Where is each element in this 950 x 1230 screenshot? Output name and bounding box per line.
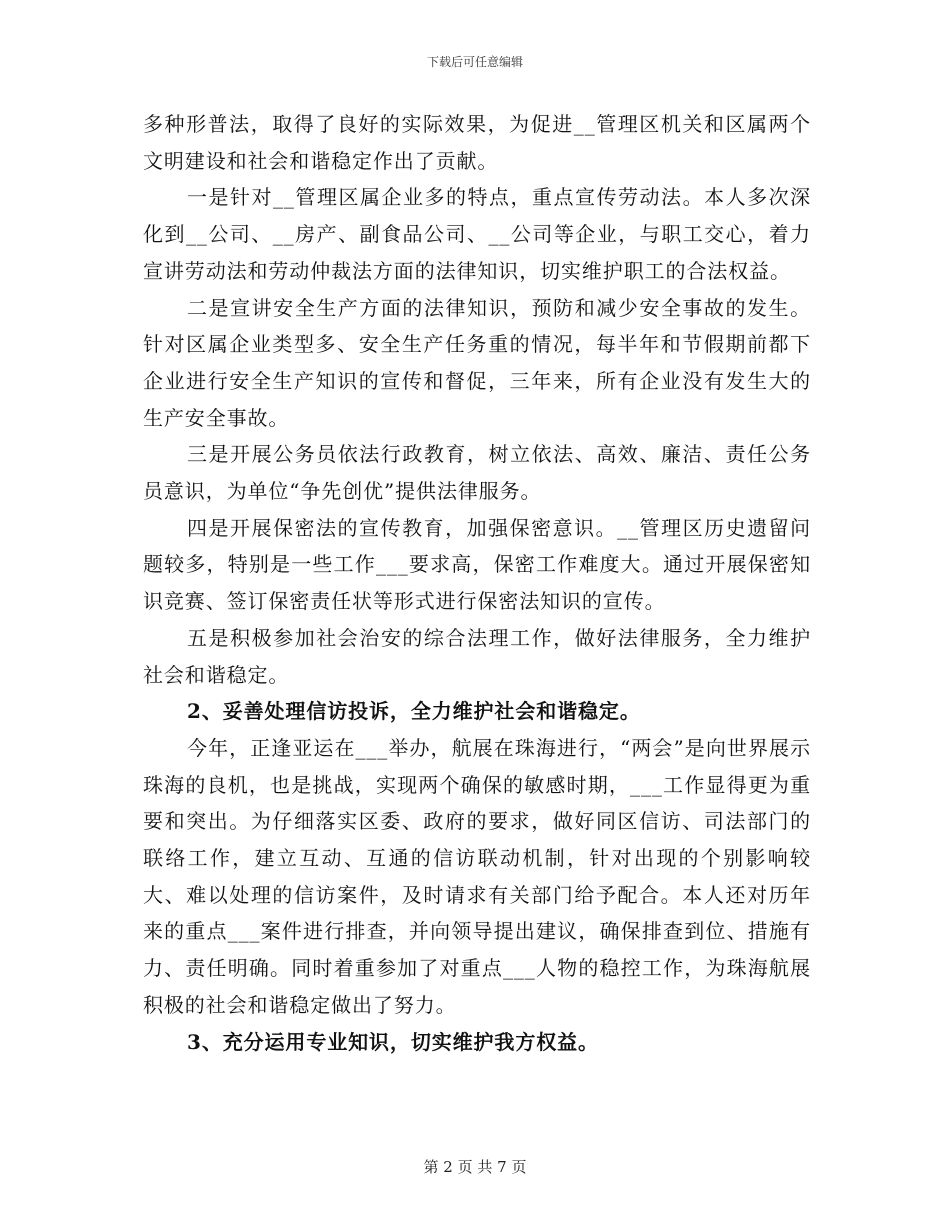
document-body — [143, 106, 811, 1060]
paragraph-section-2-body: 今年，正逢亚运在___举办，航展在珠海进行，“两会”是向世界展示珠海的良机，也是挑战，实现两个确保的敏感时期，___工作显得更为重要和突出。为仔细落实区委、政府的要求，做好同区信访、司法部门的联络工作，建立互动、互通的信访联动机制，针对出现的个别影响较大、难以处理的信访案件，及时请求有关部门给予配合。本人还对历年来的重点___案件进行排查，并向领导提出建议，确保排查到位、措施有力、责任明确。同时着重参加了对重点___人物的稳控工作，为珠海航展积极的社会和谐稳定做出了努力。 — [143, 735, 811, 1017]
paragraph-continuation: 多种形普法，取得了良好的实际效果，为促进__管理区机关和区属两个文明建设和社会和谐稳定作出了贡献。 — [143, 112, 811, 173]
paragraph-item-1: 一是针对__管理区属企业多的特点，重点宣传劳动法。本人多次深化到__公司、__房产、副食品公司、__公司等企业，与职工交心，着力宣讲劳动法和劳动仲裁法方面的法律知识，切实维护职工的合法权益。 — [143, 185, 811, 283]
paragraph-item-2: 二是宣讲安全生产方面的法律知识，预防和减少安全事故的发生。针对区属企业类型多、安全生产任务重的情况，每半年和节假期前都下企业进行安全生产知识的宣传和督促，三年来，所有企业没有发生大的生产安全事故。 — [143, 295, 811, 430]
page-number: 第 2 页 共 7 页 — [423, 1158, 527, 1176]
paragraph-item-5: 五是积极参加社会治安的综合法理工作，做好法律服务，全力维护社会和谐稳定。 — [143, 625, 811, 687]
page-header: 下载后可任意编辑 — [426, 55, 523, 69]
section-heading-2: 2、妥善处理信访投诉，全力维护社会和谐稳定。 — [187, 699, 641, 724]
section-heading-3: 3、充分运用专业知识，切实维护我方权益。 — [187, 1029, 599, 1054]
paragraph-item-3: 三是开展公务员依法行政教育，树立依法、高效、廉洁、责任公务员意识，为单位“争先创优”提供法律服务。 — [143, 442, 811, 504]
paragraph-item-4: 四是开展保密法的宣传教育，加强保密意识。__管理区历史遗留问题较多，特别是一些工作___要求高，保密工作难度大。通过开展保密知识竞赛、签订保密责任状等形式进行保密法知识的宣传。 — [143, 515, 811, 614]
